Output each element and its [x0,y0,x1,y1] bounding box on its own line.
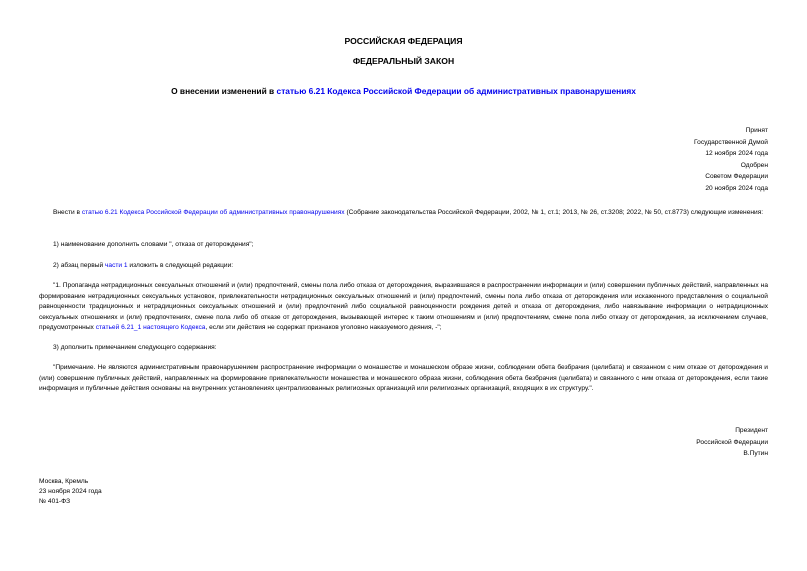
footer-date: 23 ноября 2024 года [39,488,102,496]
footer-place: Москва, Кремль [39,478,89,485]
adopted-date: 12 ноября 2024 года [705,150,768,158]
signature-title: Президент [735,427,768,434]
item-3: 3) дополнить примечанием следующего содержания: [53,344,217,351]
adopted-label: Принят [745,127,768,134]
signature-name: В.Путин [743,450,768,458]
federation-heading: РОССИЙСКАЯ ФЕДЕРАЦИЯ [344,36,463,46]
law-title-prefix: О внесении изменений в [171,86,277,96]
intro-prefix: Внести в [53,209,82,216]
quote-1-end: , если эти действия не содержат признаков уголовно наказуемого деяния, -"; [205,324,442,332]
footer-number: № 401-ФЗ [39,498,71,506]
item-2-suffix: изложить в следующей редакции: [127,262,234,269]
signature-block [696,425,768,460]
adoption-block [694,125,768,195]
item-1: 1) наименование дополнить словами ", отказа от деторождения"; [53,241,254,248]
intro-suffix: (Собрание законодательства Российской Федерации, 2002, № 1, ст.1; 2013, № 26, ст.3208; 2022, № 50, ст.8773) следующие изменения: [344,209,764,216]
signature-country: Российской Федерации [696,438,768,446]
note-paragraph: "Примечание. Не являются административным правонарушением распространение информации о монашестве и монашеском образе жизни, соблюдении обета безбрачия (целибата) и связанном с ним отказе от деторождения и (или) совершение публичных действий, направленных на формирование привлекательности монашества и монашеского образа жизни, соблюдения обета безбрачия (целибата) и связанного с ним отказа от деторождения, если такие информация и публичные действия основаны на внутренних установлениях централизованных религиозных организаций или религиозных организаций, входящих в их структуру.". [39,364,768,393]
quote-1-link[interactable]: статьей 6.21_1 настоящего Кодекса [95,324,206,332]
item-2 [39,261,768,272]
item-2-link[interactable]: части 1 [104,262,128,269]
intro-link[interactable]: статью 6.21 Кодекса Российской Федерации об административных правонарушениях [81,209,345,216]
approved-date: 20 ноября 2024 года [705,184,768,192]
quote-1-main: "1. Пропаганда нетрадиционных сексуальных отношений и (или) предпочтений, смены пола либо отказа от деторождения, выразившаяся в распространении информации и (или) совершении публичных действий, направленных на формирование нетрадиционных сексуальных установок, привлекательности нетрадиционных сексуальных отношений и (или) предпочтений, смены пола либо отказа от деторождения или искаженного представления о социальной равноценности традиционных и нетрадиционных сексуальных отношений и (или) предпочтений либо социальной равноценности рождения детей и отказа от деторождения, либо навязывание информации о нетрадиционных сексуальных отношениях и (или) предпочтениях, смене пола либо об отказе от деторождения, вызывающей интерес к таким отношениям и (или) предпочтениям, смене пола либо отказу от деторождения, за исключением случаев, предусмотренных [39,282,768,332]
intro-paragraph [39,208,768,219]
law-type-heading: ФЕДЕРАЛЬНЫЙ ЗАКОН [352,56,455,66]
quote-paragraph-1 [39,281,768,334]
footer-block [39,477,102,508]
law-title-link[interactable]: статью 6.21 Кодекса Российской Федерации об административных правонарушениях [276,86,636,96]
law-title [0,86,807,96]
approved-by: Советом Федерации [705,173,768,181]
adopted-by: Государственной Думой [694,138,768,146]
item-2-prefix: 2) абзац первый [53,262,105,269]
approved-label: Одобрен [740,161,768,169]
